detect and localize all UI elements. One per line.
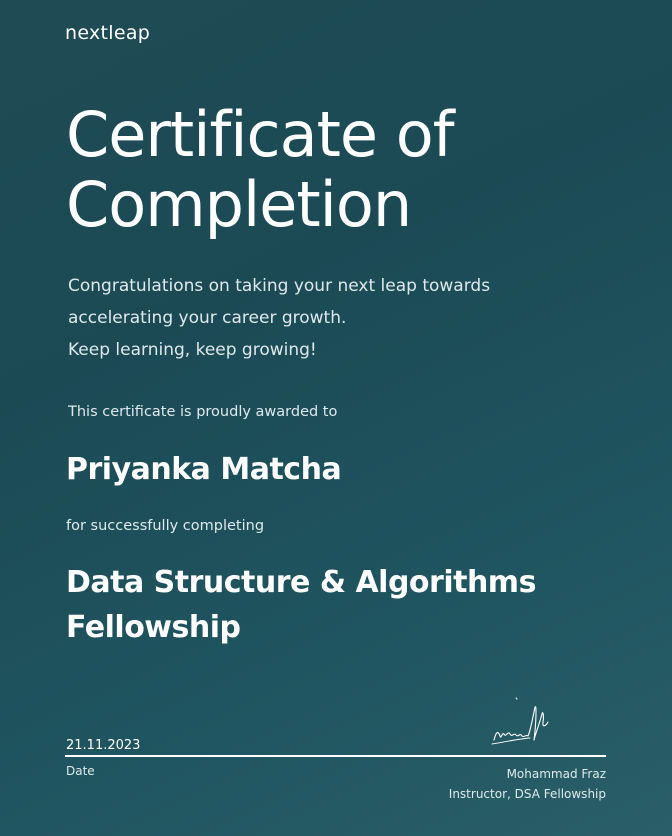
course-line-2: Fellowship — [66, 610, 241, 645]
signature-icon — [488, 692, 552, 752]
certificate-title — [66, 100, 454, 240]
title-line-1: Certificate of — [66, 98, 454, 171]
date-label: Date — [66, 764, 95, 778]
congrats-line-3: Keep learning, keep growing! — [68, 340, 317, 360]
instructor-title: Instructor, DSA Fellowship — [448, 787, 606, 801]
congrats-line-2: accelerating your career growth. — [68, 308, 347, 328]
congrats-line-1: Congratulations on taking your next leap towards — [68, 276, 491, 296]
awarded-to-label: This certificate is proudly awarded to — [68, 404, 338, 420]
course-name — [66, 560, 646, 650]
nextleap-logo: nextleap — [65, 22, 151, 44]
course-line-1: Data Structure & Algorithms — [66, 565, 536, 600]
instructor-block — [449, 764, 606, 804]
title-line-2: Completion — [66, 168, 412, 241]
congratulations-message — [68, 270, 628, 366]
recipient-name: Priyanka Matcha — [66, 452, 342, 487]
instructor-name: Mohammad Fraz — [506, 767, 606, 781]
signature-divider — [65, 755, 606, 757]
completing-label: for successfully completing — [66, 518, 265, 534]
completion-date: 21.11.2023 — [66, 738, 141, 753]
